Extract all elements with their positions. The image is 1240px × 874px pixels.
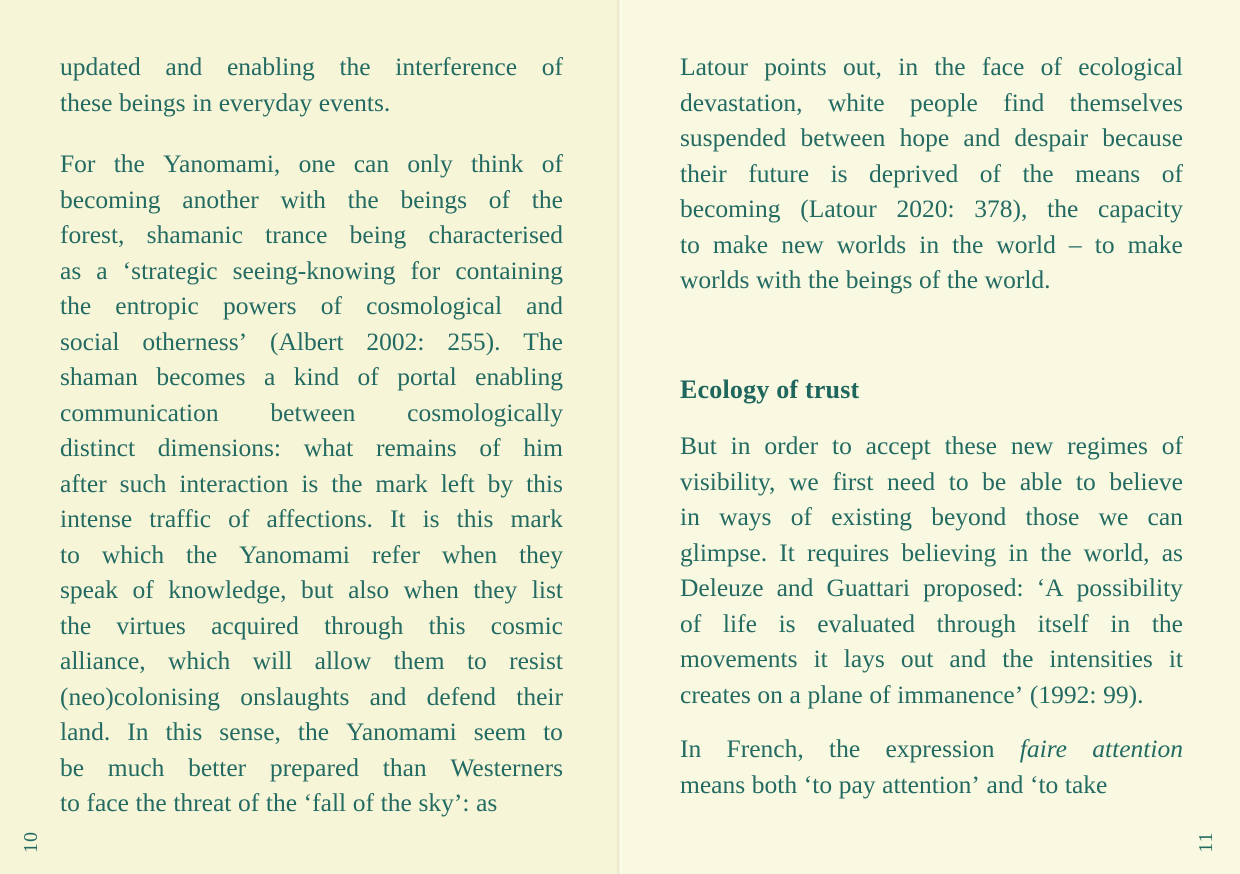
text-line: movements it lays out and the intensities it xyxy=(680,644,1183,673)
text-line: Deleuze and Guattari proposed: ‘A possibility xyxy=(680,573,1183,602)
text-line: Latour points out, in the face of ecological xyxy=(680,52,1183,81)
text-line: glimpse. It requires believing in the world, as xyxy=(680,537,1183,567)
section-heading: Ecology of trust xyxy=(680,374,860,404)
text-line: visibility, we first need to be able to believe xyxy=(680,466,1183,496)
text-line: the virtues acquired through this cosmic xyxy=(60,610,563,640)
text-line: In French, the expression faire attention xyxy=(680,734,1183,763)
text-line: their future is deprived of the means of xyxy=(680,158,1183,188)
text-line: speak of knowledge, but also when they list xyxy=(60,575,563,604)
text-line: creates on a plane of immanence’ (1992: 99). xyxy=(680,679,1144,709)
text-line: the entropic powers of cosmological and xyxy=(60,291,563,320)
text-line: distinct dimensions: what remains of him xyxy=(60,433,563,462)
page-number-right: 11 xyxy=(1195,831,1217,853)
text-line: devastation, white people find themselves xyxy=(680,87,1183,117)
text-line: land. In this sense, the Yanomami seem to xyxy=(60,717,563,746)
text-line: communication between cosmologically xyxy=(60,397,563,427)
text-line: (neo)colonising onslaughts and defend their xyxy=(60,681,563,711)
text-line: as a ‘strategic seeing-knowing for containing xyxy=(60,255,563,285)
text-line: becoming another with the beings of the xyxy=(60,184,563,214)
text-line: to make new worlds in the world – to make xyxy=(680,229,1183,259)
text-line: suspended between hope and despair because xyxy=(680,123,1183,152)
paragraph xyxy=(680,731,1183,802)
text-line: forest, shamanic trance being characterised xyxy=(60,220,563,249)
text-line: after such interaction is the mark left by this xyxy=(60,468,563,498)
paragraph xyxy=(680,49,1183,298)
paragraph xyxy=(60,49,563,120)
text-line: of life is evaluated through itself in the xyxy=(680,608,1183,638)
text-line: But in order to accept these new regimes of xyxy=(680,431,1183,460)
text-line: alliance, which will allow them to resist xyxy=(60,646,563,675)
text-line: becoming (Latour 2020: 378), the capacity xyxy=(680,194,1183,223)
text-line: intense traffic of affections. It is this mark xyxy=(60,504,563,533)
text-line: shaman becomes a kind of portal enabling xyxy=(60,362,563,391)
left-text-column xyxy=(60,49,563,821)
paragraph xyxy=(680,428,1183,712)
text-line: For the Yanomami, one can only think of xyxy=(60,149,563,178)
text-line: in ways of existing beyond those we can xyxy=(680,502,1183,531)
text-line: to face the threat of the ‘fall of the sky’: as xyxy=(60,788,498,817)
page-number-left: 10 xyxy=(20,831,42,853)
text-line: updated and enabling the interference of xyxy=(60,52,563,81)
text-line: worlds with the beings of the world. xyxy=(680,265,1051,294)
right-text-column xyxy=(680,49,1183,802)
text-line: these beings in everyday events. xyxy=(60,87,391,117)
text-line: means both ‘to pay attention’ and ‘to take xyxy=(680,769,1108,799)
text-line: social otherness’ (Albert 2002: 255). The xyxy=(60,326,563,356)
paragraph xyxy=(60,146,563,821)
text-line: to which the Yanomami refer when they xyxy=(60,539,563,569)
text-line: be much better prepared than Westerners xyxy=(60,752,563,782)
